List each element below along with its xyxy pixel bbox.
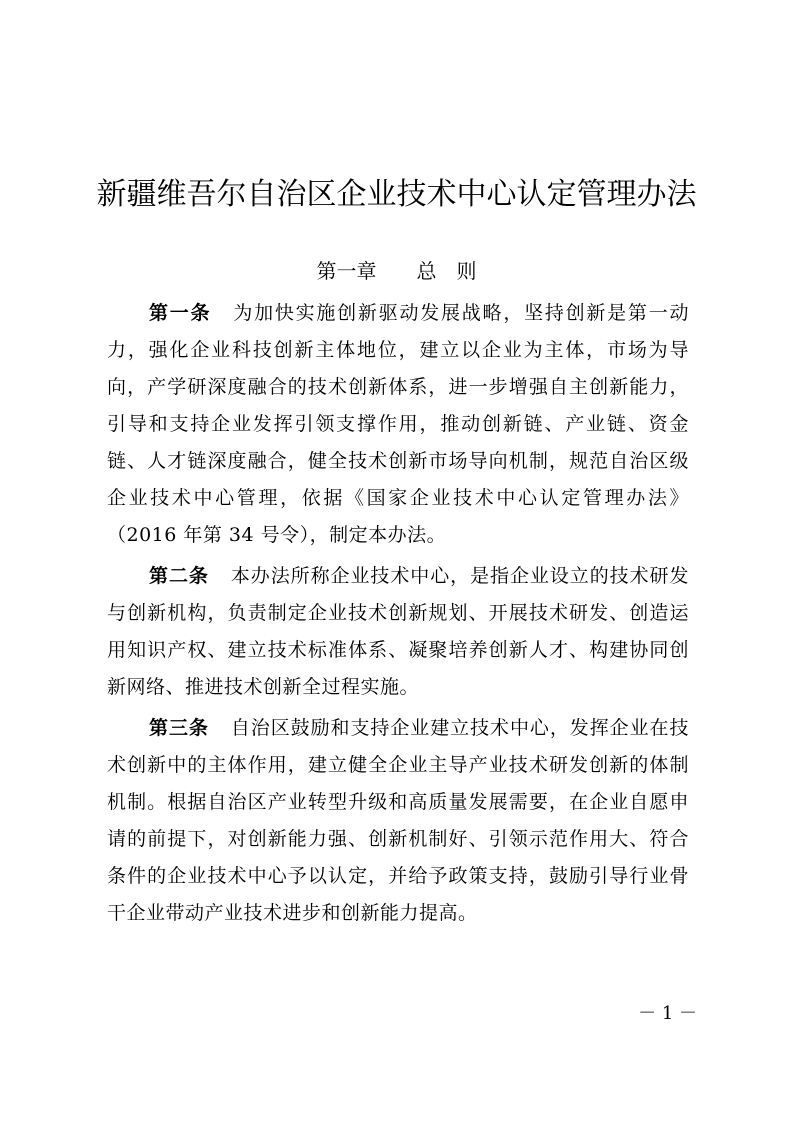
article-paragraph xyxy=(107,558,689,706)
page-number: － 1 － xyxy=(638,1003,697,1024)
article-text: 为加快实施创新驱动发展战略，坚持创新是第一动力，强化企业科技创新主体地位，建立以企业为主体，市场为导向，产学研深度融合的技术创新体系，进一步增强自主创新能力，引导和支持企业发挥引领支撑作用，推动创新链、产业链、资金链、人才链深度融合，健全技术创新市场导向机制，规范自治区级企业技术中心管理，依据《国家企业技术中心认定管理办法》（2016 年第 34 号令），制定本办法。 xyxy=(107,302,689,546)
document-title: 新疆维吾尔自治区企业技术中心认定管理办法 xyxy=(96,177,697,212)
article-paragraph xyxy=(107,710,689,932)
article-paragraph xyxy=(107,295,689,554)
chapter-heading: 第一章 总 则 xyxy=(316,259,477,283)
document-body xyxy=(107,295,689,932)
article-label: 第一条 xyxy=(149,302,212,324)
article-text: 自治区鼓励和支持企业建立技术中心，发挥企业在技术创新中的主体作用，建立健全企业主导产业技术研发创新的体制机制。根据自治区产业转型升级和高质量发展需要，在企业自愿申请的前提下，对创新能力强、创新机制好、引领示范作用大、符合条件的企业技术中心予以认定，并给予政策支持，鼓励引导行业骨干企业带动产业技术进步和创新能力提高。 xyxy=(107,717,689,924)
article-label: 第三条 xyxy=(149,717,209,739)
article-text: 本办法所称企业技术中心，是指企业设立的技术研发与创新机构，负责制定企业技术创新规划、开展技术研发、创造运用知识产权、建立技术标准体系、凝聚培养创新人才、构建协同创新网络、推进技术创新全过程实施。 xyxy=(107,565,689,698)
article-label: 第二条 xyxy=(149,565,209,587)
